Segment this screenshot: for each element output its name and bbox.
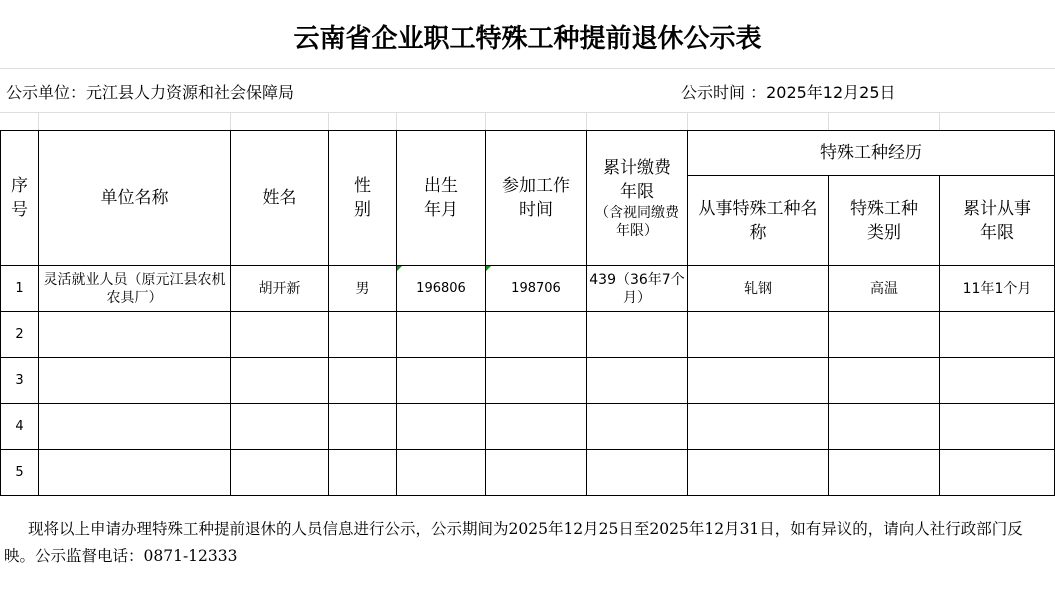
- cell-gender[interactable]: [329, 358, 397, 404]
- cell-unit[interactable]: [39, 404, 231, 450]
- cell-special-years[interactable]: [940, 450, 1055, 496]
- cell-work-start[interactable]: [486, 450, 587, 496]
- cell-birth-value: 196806: [416, 281, 466, 296]
- gridline: [230, 112, 231, 130]
- cell-unit[interactable]: [39, 358, 231, 404]
- cell-name[interactable]: [231, 404, 329, 450]
- cell-contrib[interactable]: [587, 312, 688, 358]
- header-special-type: 特殊工种类别: [829, 176, 940, 266]
- cell-special-name[interactable]: [688, 404, 829, 450]
- header-special-years: 累计从事年限: [940, 176, 1055, 266]
- gridline: [38, 112, 39, 130]
- gridline: [328, 112, 329, 130]
- cell-gender[interactable]: [329, 312, 397, 358]
- table-row: [1, 358, 1055, 404]
- publish-date: 公示时间 ：2025年12月25日: [681, 83, 896, 102]
- cell-special-name[interactable]: [688, 312, 829, 358]
- cell-name[interactable]: [231, 450, 329, 496]
- cell-special-years[interactable]: [940, 404, 1055, 450]
- header-unit: 单位名称: [39, 131, 231, 266]
- cell-special-name[interactable]: [688, 450, 829, 496]
- cell-special-years[interactable]: [940, 358, 1055, 404]
- cell-unit[interactable]: 灵活就业人员（原元江县农机农具厂）: [39, 266, 231, 312]
- gridline: [0, 112, 1055, 113]
- page-title: 云南省企业职工特殊工种提前退休公示表: [0, 0, 1055, 69]
- cell-birth[interactable]: [397, 358, 486, 404]
- cell-no[interactable]: 3: [1, 358, 39, 404]
- cell-name[interactable]: 胡开新: [231, 266, 329, 312]
- cell-special-type[interactable]: [829, 358, 940, 404]
- cell-contrib[interactable]: 439（36年7个月）: [587, 266, 688, 312]
- cell-birth[interactable]: [397, 450, 486, 496]
- header-special-name: 从事特殊工种名称: [688, 176, 829, 266]
- cell-special-type[interactable]: [829, 450, 940, 496]
- cell-unit[interactable]: [39, 312, 231, 358]
- cell-special-type[interactable]: 高温: [829, 266, 940, 312]
- notice-text: 现将以上申请办理特殊工种提前退休的人员信息进行公示，公示期间为2025年12月25日至2025年12月31日，如有异议的，请向人社行政部门反映。公示监督电话：0871-12333: [4, 520, 1023, 565]
- header-special-group: 特殊工种经历: [688, 131, 1055, 176]
- cell-special-type[interactable]: [829, 312, 940, 358]
- cell-no[interactable]: 5: [1, 450, 39, 496]
- cell-contrib[interactable]: [587, 404, 688, 450]
- table-row: [1, 404, 1055, 450]
- cell-no[interactable]: 4: [1, 404, 39, 450]
- retirement-table: [0, 130, 1055, 496]
- gridline: [586, 112, 587, 130]
- cell-special-years[interactable]: [940, 312, 1055, 358]
- cell-special-type[interactable]: [829, 404, 940, 450]
- cell-contrib[interactable]: [587, 358, 688, 404]
- table-row: [1, 312, 1055, 358]
- cell-gender[interactable]: 男: [329, 266, 397, 312]
- header-contrib-years: [587, 131, 688, 266]
- table-row: [1, 266, 1055, 312]
- cell-name[interactable]: [231, 358, 329, 404]
- cell-gender[interactable]: [329, 450, 397, 496]
- cell-work-start[interactable]: [486, 404, 587, 450]
- cell-birth[interactable]: [397, 266, 486, 312]
- cell-special-years[interactable]: 11年1个月: [940, 266, 1055, 312]
- header-gender: 性别: [329, 131, 397, 266]
- cell-no[interactable]: 1: [1, 266, 39, 312]
- header-birth: 出生年月: [397, 131, 486, 266]
- header-no: 序号: [1, 131, 39, 266]
- cell-birth[interactable]: [397, 404, 486, 450]
- gridline: [485, 112, 486, 130]
- publishing-unit: 公示单位：元江县人力资源和社会保障局: [6, 83, 295, 102]
- header-work-start: 参加工作时间: [486, 131, 587, 266]
- cell-gender[interactable]: [329, 404, 397, 450]
- cell-work-start-value: 198706: [511, 281, 561, 296]
- cell-unit[interactable]: [39, 450, 231, 496]
- header-contrib-label: 累计缴费年限: [603, 158, 671, 202]
- gridline: [828, 112, 829, 130]
- cell-special-name[interactable]: [688, 358, 829, 404]
- gridline: [939, 112, 940, 130]
- cell-special-name[interactable]: 轧钢: [688, 266, 829, 312]
- cell-birth[interactable]: [397, 312, 486, 358]
- cell-contrib[interactable]: [587, 450, 688, 496]
- cell-work-start[interactable]: [486, 312, 587, 358]
- cell-work-start[interactable]: [486, 266, 587, 312]
- header-name: 姓名: [231, 131, 329, 266]
- cell-work-start[interactable]: [486, 358, 587, 404]
- gridline: [687, 112, 688, 130]
- header-contrib-note: （含视同缴费年限）: [595, 205, 679, 239]
- table-row: [1, 450, 1055, 496]
- gridline: [396, 112, 397, 130]
- cell-name[interactable]: [231, 312, 329, 358]
- cell-no[interactable]: 2: [1, 312, 39, 358]
